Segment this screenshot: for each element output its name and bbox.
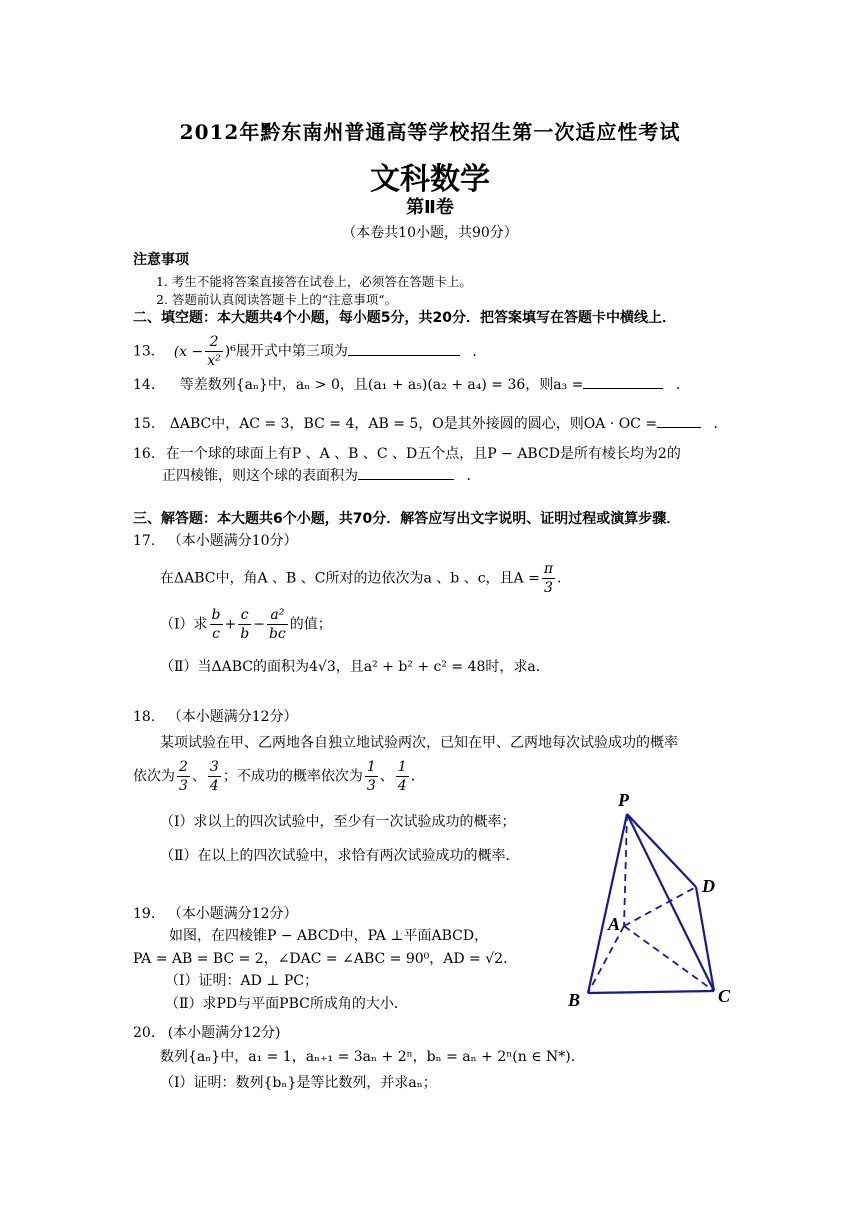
- q18-line1: 某项试验在甲、乙两地各自独立地试验两次，已知在甲、乙两地每次试验成功的概率: [160, 735, 678, 751]
- q20-score: (本小题满分12分): [167, 1025, 281, 1041]
- q17-p1-post: 的值；: [289, 616, 332, 633]
- q13-end: ．: [472, 343, 487, 360]
- question-16-line2: [162, 465, 480, 485]
- q18-frac2: [208, 758, 221, 795]
- q18-score: （本小题满分12分）: [167, 709, 298, 725]
- q20-header: [133, 1022, 280, 1042]
- q17-header: [133, 530, 298, 550]
- q18-line2: 依次为 $\frac{2}{3}$ 、 $\frac{3}{4}$ ；不成功的概率依次为 $\frac{1}{3}$ 、 $\frac{1}{4}$ ．: [133, 759, 425, 794]
- q17-p1-f3n: a²: [267, 606, 288, 625]
- q18-line2-end: ．: [410, 768, 425, 785]
- q13-text: 展开式中第三项为: [235, 343, 348, 360]
- q18-f1n: 2: [179, 759, 188, 775]
- q15-text: ΔABC中，AC = 3，BC = 4，AB = 5，O是其外接圆的圆心，则OA · OC =: [169, 416, 658, 432]
- q16-line2: 正四棱锥，则这个球的表面积为: [162, 468, 358, 484]
- q13-expr-pre: (x −: [173, 343, 204, 360]
- q17-frac-n: π: [543, 561, 554, 577]
- q17-p1-f1n: b: [211, 607, 221, 623]
- label-P: P: [618, 790, 629, 810]
- q17-p1-frac1: [210, 606, 223, 643]
- label-B: B: [568, 990, 581, 1010]
- edge-PD: [627, 814, 696, 887]
- q19-header: [133, 903, 298, 923]
- volume-note: （本卷共10小题，共90分）: [342, 225, 518, 241]
- q16-end: ．: [466, 468, 481, 484]
- edge-DC: [696, 887, 714, 991]
- label-A: A: [608, 914, 621, 934]
- q20-number: 20.: [133, 1025, 156, 1041]
- q19-part1: （Ⅰ）证明：AD ⊥ PC；: [165, 973, 319, 989]
- question-14: [133, 374, 690, 394]
- q17-stem: [160, 560, 571, 597]
- q16-answer-blank: [358, 465, 454, 480]
- q18-frac4: [396, 758, 409, 795]
- q13-fraction: [205, 333, 223, 370]
- exam-title: 2012年黔东南州普通高等学校招生第一次适应性考试: [179, 120, 681, 144]
- q14-number: 14.: [133, 377, 156, 393]
- section3-heading: 三、解答题：本大题共6个小题，共70分．解答应写出文字说明、证明过程或演算步骤．: [133, 511, 681, 527]
- notice-item-1: 1. 考生不能将答案直接答在试卷上，必须答在答题卡上。: [156, 274, 472, 289]
- section2-heading: 二、填空题：本大题共4个小题，每小题5分，共20分．把答案填写在答题卡中横线上．: [133, 310, 676, 326]
- q17-stem-text: 在ΔABC中，角A 、B 、C所对的边依次为a 、b 、c，且A =: [160, 570, 540, 587]
- subject-title: 文科数学: [370, 162, 490, 197]
- question-15: [133, 413, 728, 433]
- q17-part1: （Ⅰ）求 $\frac{b}{c}$ + $\frac{c}{b}$ − $\frac{\text{a²}}{bc}$ 的值；: [160, 607, 332, 642]
- q17-part2: （Ⅱ）当ΔABC的面积为4√3，且a² + b² + c² = 48时，求a．: [160, 659, 550, 675]
- edge-PB: [588, 814, 627, 993]
- q17-p1-f1d: c: [212, 626, 220, 642]
- q13-number: 13.: [133, 343, 156, 360]
- q15-number: 15.: [133, 416, 156, 432]
- q17-score: （本小题满分10分）: [167, 533, 298, 549]
- q14-answer-blank: [583, 374, 663, 389]
- q18-number: 18.: [133, 709, 156, 725]
- q18-f3n: 1: [366, 759, 376, 775]
- q18-f2n: 3: [209, 759, 219, 775]
- q19-score: （本小题满分12分）: [167, 906, 298, 922]
- notice-heading: 注意事项: [133, 252, 189, 268]
- q17-stem-end: ．: [557, 570, 572, 587]
- q18-line2-mid: ；不成功的概率依次为: [222, 768, 363, 785]
- q14-end: ．: [675, 377, 690, 393]
- q20-line1: 数列{aₙ}中，a₁ = 1，aₙ₊₁ = 3aₙ + 2ⁿ，bₙ = aₙ + 2ⁿ(n ∈ N*)．: [160, 1049, 585, 1065]
- q18-f2d: 4: [209, 778, 219, 794]
- q17-p1-f2n: c: [238, 606, 251, 625]
- q17-frac-d: 3: [543, 580, 553, 596]
- q19-line1: 如图，在四棱锥P − ABCD中，PA ⊥平面ABCD，: [169, 928, 489, 944]
- q18-part2: （Ⅱ）在以上的四次试验中，求恰有两次试验成功的概率．: [160, 848, 520, 864]
- label-D: D: [702, 876, 715, 896]
- q13-expr-post: )⁶: [224, 343, 236, 360]
- q13-answer-blank: [348, 341, 460, 356]
- q14-text: 等差数列{aₙ}中，aₙ > 0，且(a₁ + a₅)(a₂ + a₄) = 36，则a₃ =: [179, 377, 584, 393]
- q20-part1: （Ⅰ）证明：数列{bₙ}是等比数列，并求aₙ；: [160, 1075, 437, 1091]
- q17-number: 17.: [133, 533, 156, 549]
- q18-f1d: 3: [179, 778, 188, 794]
- q18-f3d: 3: [366, 778, 376, 794]
- q13-frac-numerator: 2: [205, 333, 223, 352]
- edge-AD-hidden: [624, 887, 696, 926]
- q15-end: ．: [713, 416, 728, 432]
- notice-item-2: 2. 答题前认真阅读答题卡上的“注意事项“。: [156, 292, 398, 307]
- pyramid-figure: [560, 780, 760, 1020]
- q17-p1-frac3: [267, 606, 288, 643]
- edge-BC: [588, 991, 714, 993]
- q16-line1: 在一个球的球面上有P 、A 、B 、C 、D五个点，且P − ABCD是所有棱长均为2的: [165, 446, 681, 462]
- question-16-line1: [133, 443, 681, 463]
- q17-p1-f2d: b: [240, 626, 250, 642]
- q18-header: [133, 706, 298, 726]
- edge-AC-hidden: [624, 926, 714, 991]
- question-13: [133, 333, 486, 370]
- edge-PC: [627, 814, 714, 991]
- q18-f4d: 4: [397, 778, 407, 794]
- q19-line2: PA = AB = BC = 2，∠DAC = ∠ABC = 90⁰，AD = √2．: [133, 951, 518, 967]
- q15-answer-blank: [657, 413, 701, 428]
- q18-part1: （Ⅰ）求以上的四次试验中，至少有一次试验成功的概率；: [160, 814, 516, 830]
- volume-label: 第Ⅱ卷: [406, 197, 454, 218]
- q18-line2-pre: 依次为: [133, 768, 175, 785]
- q18-f4n: 1: [397, 759, 407, 775]
- q17-p1-pre: （Ⅰ）求: [160, 616, 208, 633]
- label-C: C: [718, 986, 731, 1006]
- q17-p1-frac2: [238, 606, 251, 643]
- q19-number: 19.: [133, 906, 156, 922]
- q18-frac1: [177, 758, 190, 795]
- q16-number: 16.: [133, 446, 156, 462]
- q19-part2: （Ⅱ）求PD与平面PBC所成角的大小．: [165, 996, 408, 1012]
- q18-frac3: [365, 758, 378, 795]
- q17-p1-f3d: bc: [268, 626, 286, 642]
- q13-frac-denominator: x²: [207, 353, 221, 369]
- q17-stem-fraction: [542, 560, 555, 597]
- edge-AB-hidden: [588, 926, 624, 993]
